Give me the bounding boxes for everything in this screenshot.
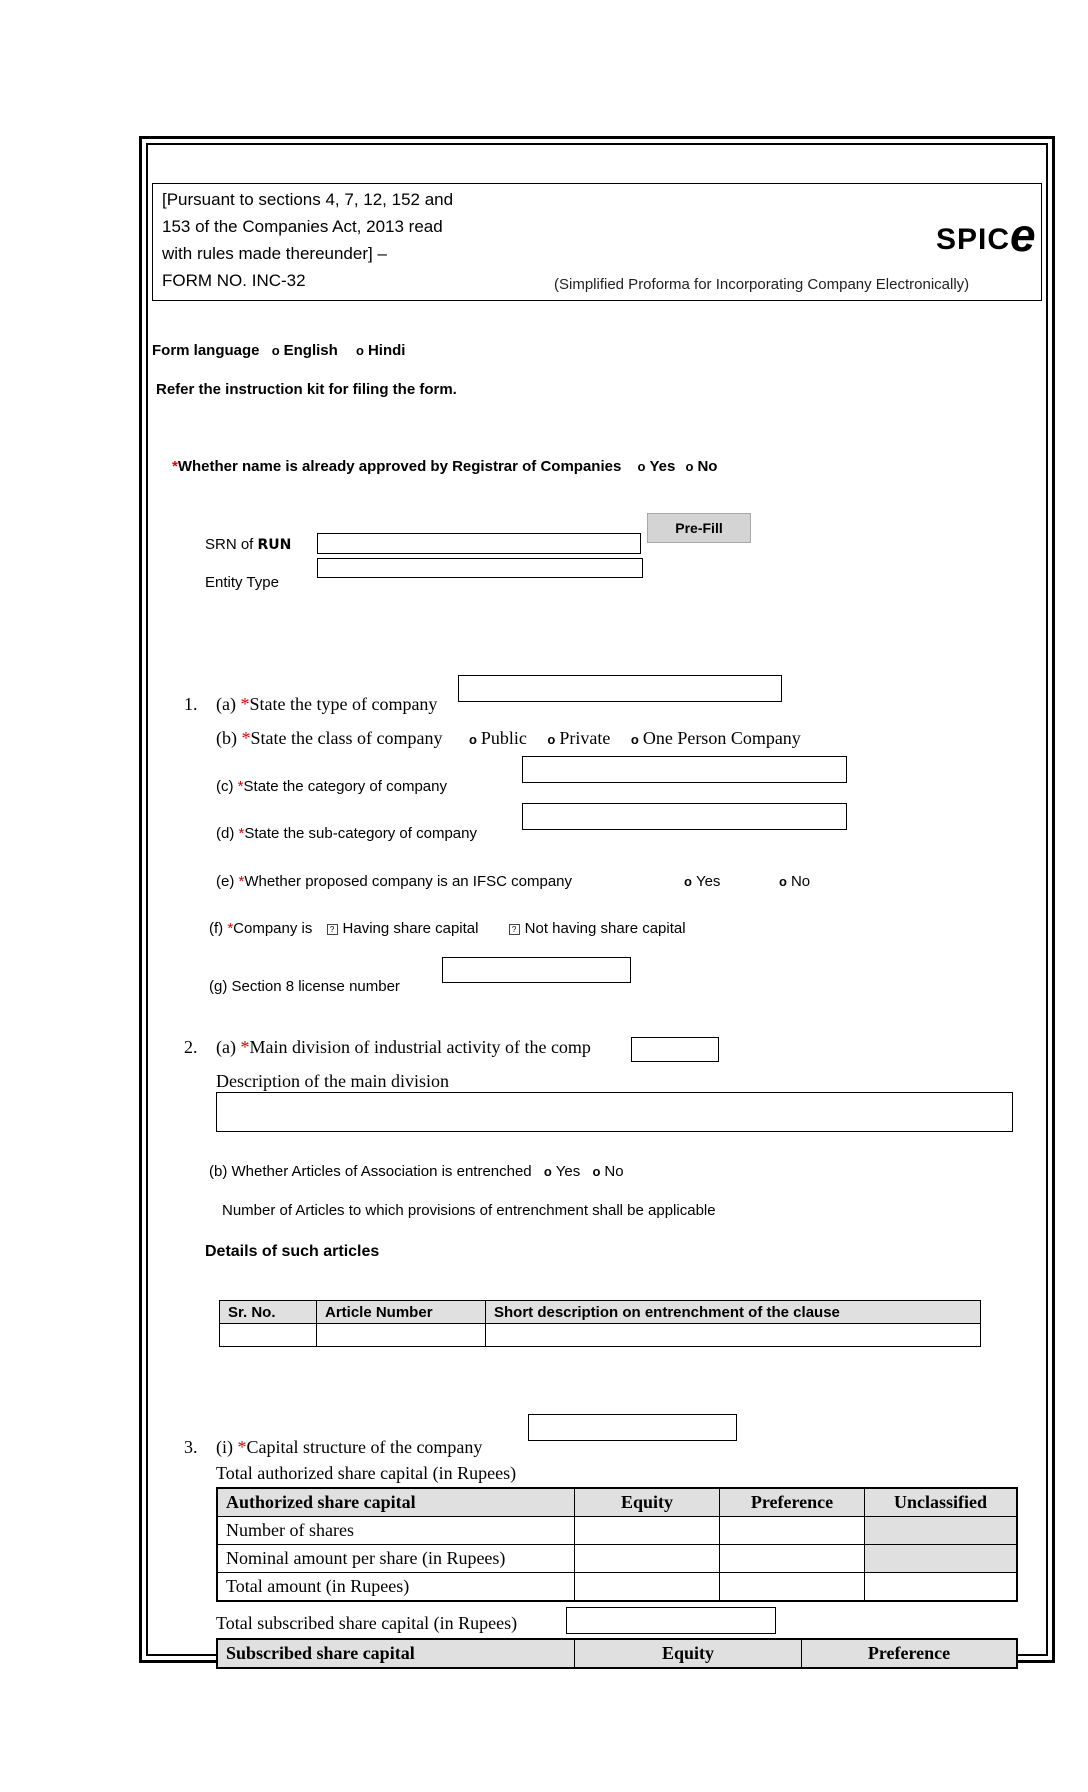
table-header-cell: Equity	[575, 1639, 802, 1668]
aoa-entrenched-no-radio[interactable]: o No	[592, 1163, 624, 1180]
subscribed-capital-table	[216, 1638, 1018, 1669]
spice-logo	[936, 206, 1037, 260]
spice-logo-e: e	[1010, 209, 1037, 261]
table-cell-input[interactable]	[720, 1573, 865, 1602]
header-line-2: 153 of the Companies Act, 2013 read	[162, 217, 443, 236]
header-statute	[162, 186, 502, 294]
number-of-articles-label: Number of Articles to which provisions of entrenchment shall be applicable	[222, 1202, 716, 1219]
ifsc-yes-radio[interactable]: o Yes	[684, 873, 721, 890]
table-header-cell: Sr. No.	[220, 1301, 317, 1324]
table-cell-disabled	[865, 1545, 1018, 1573]
q2-number: 2.	[184, 1037, 198, 1057]
main-division-description-input[interactable]	[216, 1092, 1013, 1132]
spice-logo-main: SPIC	[936, 223, 1011, 256]
table-header-cell: Preference	[720, 1488, 865, 1517]
authorized-capital-table	[216, 1487, 1018, 1602]
prefill-button[interactable]: Pre-Fill	[647, 513, 751, 543]
table-row	[217, 1545, 1017, 1573]
form-language-label: Form language	[152, 342, 260, 359]
form-language-hindi-radio[interactable]: o Hindi	[355, 342, 406, 359]
table-row	[220, 1324, 981, 1347]
table-cell-input[interactable]	[865, 1573, 1018, 1602]
aoa-entrenched-yes-radio[interactable]: o Yes	[543, 1163, 581, 1180]
company-type-input[interactable]	[458, 675, 782, 702]
company-subcategory-input[interactable]	[522, 803, 847, 830]
section8-license-input[interactable]	[442, 957, 631, 983]
subscribed-capital-label: Total subscribed share capital (in Rupees)	[216, 1613, 518, 1633]
table-header-cell: Preference	[802, 1639, 1018, 1668]
entity-type-input[interactable]	[317, 558, 643, 578]
q2b-row: (b) Whether Articles of Association is entrenched o Yes o No	[209, 1163, 624, 1180]
entity-type-label: Entity Type	[205, 574, 279, 591]
table-cell-input[interactable]	[720, 1545, 865, 1573]
company-category-input[interactable]	[522, 756, 847, 783]
table-header-cell: Equity	[575, 1488, 720, 1517]
class-private-radio[interactable]: o Private	[547, 728, 611, 748]
instruction-text: Refer the instruction kit for filing the form.	[156, 381, 457, 398]
having-share-capital-checkbox[interactable]: ? Having share capital	[327, 920, 479, 937]
q2a-label: (a) *Main division of industrial activity of the comp	[216, 1037, 591, 1057]
q3-number: 3.	[184, 1437, 198, 1457]
table-header-cell: Unclassified	[865, 1488, 1018, 1517]
authorized-capital-label: Total authorized share capital (in Rupees)	[216, 1463, 517, 1483]
table-cell-input[interactable]	[720, 1517, 865, 1545]
q1f-row: (f) *Company is ? Having share capital ? Not having share capital	[209, 920, 686, 937]
table-header-cell: Authorized share capital	[217, 1488, 575, 1517]
header-line-1: [Pursuant to sections 4, 7, 12, 152 and	[162, 190, 454, 209]
not-having-share-capital-checkbox[interactable]: ? Not having share capital	[509, 920, 686, 937]
table-cell-disabled	[865, 1517, 1018, 1545]
q1-number: 1.	[184, 694, 198, 714]
q1b-row: (b) *State the class of company o Public o Private o One Person Company	[216, 728, 801, 748]
details-of-articles-label: Details of such articles	[205, 1243, 380, 1260]
table-row	[217, 1573, 1017, 1602]
table-cell-input[interactable]	[486, 1324, 981, 1347]
table-cell-input[interactable]	[575, 1517, 720, 1545]
required-asterisk: *	[172, 458, 178, 475]
table-row	[217, 1517, 1017, 1545]
table-cell-input[interactable]	[220, 1324, 317, 1347]
table-header-row	[217, 1639, 1017, 1668]
form-subtitle: (Simplified Proforma for Incorporating Company Electronically)	[554, 276, 970, 293]
q3i-label: (i) *Capital structure of the company	[216, 1437, 483, 1457]
class-opc-radio[interactable]: o One Person Company	[630, 728, 801, 748]
table-header-row	[217, 1488, 1017, 1517]
table-cell-input[interactable]	[317, 1324, 486, 1347]
q1a-label: (a) *State the type of company	[216, 694, 438, 714]
capital-structure-input[interactable]	[528, 1414, 737, 1441]
q1c-label: (c) *State the category of company	[216, 778, 447, 795]
main-division-description-label: Description of the main division	[216, 1071, 449, 1091]
srn-input[interactable]	[317, 533, 641, 554]
ifsc-no-radio[interactable]: o No	[779, 873, 811, 890]
table-cell-input[interactable]	[575, 1573, 720, 1602]
row-label: Number of shares	[217, 1517, 575, 1545]
name-approved-no-radio[interactable]: o No	[685, 458, 718, 475]
q1g-label: (g) Section 8 license number	[209, 978, 400, 995]
form-language-english-radio[interactable]: o English	[271, 342, 338, 359]
q1d-label: (d) *State the sub-category of company	[216, 825, 477, 842]
name-approved-row	[172, 458, 717, 475]
table-header-cell: Short description on entrenchment of the clause	[486, 1301, 981, 1324]
row-label: Total amount (in Rupees)	[217, 1573, 575, 1602]
srn-label: SRN of RUN	[205, 536, 292, 553]
table-cell-input[interactable]	[575, 1545, 720, 1573]
class-public-radio[interactable]: o Public	[468, 728, 527, 748]
table-header-cell: Article Number	[317, 1301, 486, 1324]
header-line-3: with rules made thereunder] –	[162, 244, 387, 263]
articles-table	[219, 1300, 981, 1347]
subscribed-capital-input[interactable]	[566, 1607, 776, 1634]
main-division-input[interactable]	[631, 1037, 719, 1062]
form-number: FORM NO. INC-32	[162, 271, 306, 290]
q1e-label: (e) *Whether proposed company is an IFSC company	[216, 873, 572, 890]
form-language-row	[152, 342, 405, 359]
table-header-row	[220, 1301, 981, 1324]
table-header-cell: Subscribed share capital	[217, 1639, 575, 1668]
row-label: Nominal amount per share (in Rupees)	[217, 1545, 575, 1573]
name-approved-yes-radio[interactable]: o Yes	[637, 458, 676, 475]
name-approved-label: Whether name is already approved by Registrar of Companies	[177, 458, 622, 475]
